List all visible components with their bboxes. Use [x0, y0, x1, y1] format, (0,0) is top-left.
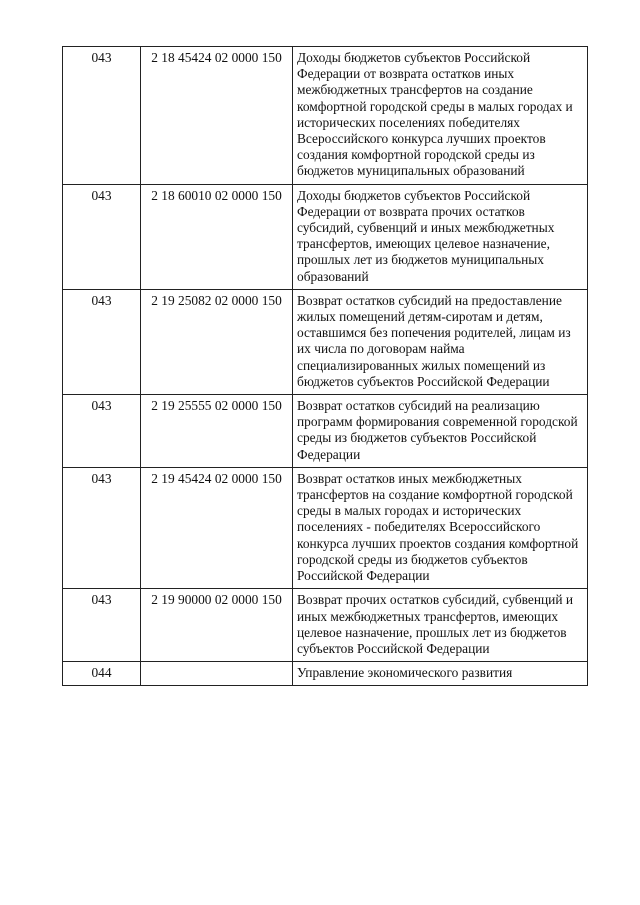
income-name-cell: Возврат остатков субсидий на реализацию программ формирования современной городской среды из бюджетов субъектов Российской Федерации: [293, 395, 588, 468]
table-row: [63, 589, 588, 662]
table-row: [63, 289, 588, 394]
table-row: [63, 47, 588, 185]
table-row: [63, 395, 588, 468]
admin-code-cell: 043: [63, 289, 141, 394]
budget-code-cell: 2 18 60010 02 0000 150: [141, 184, 293, 289]
admin-code-cell: 043: [63, 47, 141, 185]
admin-code-cell: 044: [63, 662, 141, 686]
budget-code-cell: 2 19 25555 02 0000 150: [141, 395, 293, 468]
admin-code-cell: 043: [63, 184, 141, 289]
budget-code-cell: 2 19 45424 02 0000 150: [141, 467, 293, 588]
table-row: [63, 184, 588, 289]
income-name-cell: Доходы бюджетов субъектов Российской Федерации от возврата прочих остатков субсидий, субвенций и иных межбюджетных трансфертов, имеющих целевое назначение, прошлых лет из бюджетов муниципальных образований: [293, 184, 588, 289]
admin-code-cell: 043: [63, 395, 141, 468]
table-row: [63, 467, 588, 588]
budget-code-cell: 2 18 45424 02 0000 150: [141, 47, 293, 185]
income-name-cell: Возврат остатков иных межбюджетных трансфертов на создание комфортной городской среды в малых городах и исторических поселениях - победителях Всероссийского конкурса лучших проектов создания комфортной городской среды из бюджетов субъектов Российской Федерации: [293, 467, 588, 588]
income-name-cell: Возврат остатков субсидий на предоставление жилых помещений детям-сиротам и детям, оставшимся без попечения родителей, лицам из их числа по договорам найма специализированных жилых помещений из бюджетов субъектов Российской Федерации: [293, 289, 588, 394]
admin-code-cell: 043: [63, 589, 141, 662]
income-name-cell: Доходы бюджетов субъектов Российской Федерации от возврата остатков иных межбюджетных трансфертов на создание комфортной городской среды в малых городах и исторических поселениях победителях Всероссийского конкурса лучших проектов создания комфортной городской среды из бюджетов муниципальных образований: [293, 47, 588, 185]
admin-code-cell: 043: [63, 467, 141, 588]
budget-code-cell: 2 19 90000 02 0000 150: [141, 589, 293, 662]
budget-classification-table: [62, 46, 588, 686]
table-body: [63, 47, 588, 686]
income-name-cell: Возврат прочих остатков субсидий, субвенций и иных межбюджетных трансфертов, имеющих целевое назначение, прошлых лет из бюджетов субъектов Российской Федерации: [293, 589, 588, 662]
budget-code-cell: [141, 662, 293, 686]
budget-code-cell: 2 19 25082 02 0000 150: [141, 289, 293, 394]
table-row: [63, 662, 588, 686]
income-name-cell: Управление экономического развития: [293, 662, 588, 686]
